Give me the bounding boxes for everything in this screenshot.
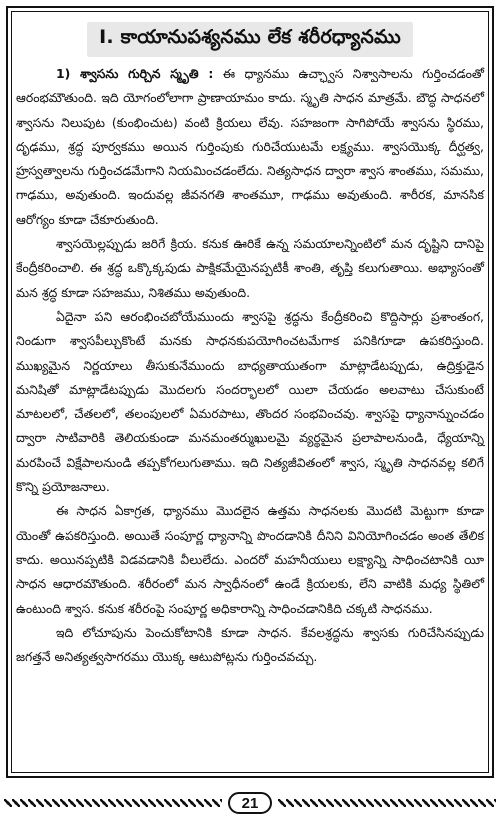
page-number: 21 (228, 792, 272, 814)
paragraph-text: ఏదైనా పని ఆరంభించబోయేముందు శ్వాసపై శ్రద్ధను కేంద్రీకరించి కొద్దిసార్లు ప్రశాంతంగ, నిండుగా శ్వాసపీల్చుకొంటే మనకు సాధనకుపయోగించటమేగాక పనికిగూడా ఉపకరిస్తుంది. ముఖ్యమైన నిర్ణయాలు తీసుకునేముందు బాధ్యతాయుతంగా మాట్లాడేటప్పుడు, ఉద్రిక్తుడైన మనిషితో మాట్లాడేటప్పుడు మొదలగు సందర్భాలలో యిలా చేయడం అలవాటు చేసుకుంటే మాటలలో, చేతలలో, తలంపులలో ఏమరపాటు, తొందర సంభవించవు. శ్వాసపై ధ్యానాన్నుంచడం ద్వారా సాటివారికి తెలియకుండా మనమంతర్ముఖులమై వ్యర్థమైన ప్రలాపాలనుండి, ధ్యేయాన్ని మరపించే విక్షేపాలనుండి తప్పకోగలుగుతాము. ఇది నిత్యజీవితంలో శ్వాస, స్మృతి సాధనవల్ల కలిగే కొన్ని ప్రయోజనాలు. (16, 308, 484, 495)
paragraph-4 (16, 499, 484, 620)
paragraph-3 (16, 305, 484, 499)
paragraph-5 (16, 621, 484, 670)
paragraph-1 (16, 62, 484, 232)
body-text (16, 62, 484, 669)
paragraph-text: ఇది లోచూపును పెంచుకోటానికి కూడా సాధన. కేవలశ్రద్ధను శ్వాసకు గురిచేసినప్పుడు జగత్తనే అనిత్యత్వసాగరము యొక్క ఆటుపోట్లను గుర్తించవచ్చు. (16, 624, 484, 665)
paragraph-text: శ్వాసయెల్లప్పుడు జరిగే క్రియ. కనుక ఊరికే ఉన్న సమయాలన్నింటిలో మన దృష్టిని దానిపై కేంద్రీకరించాలి. ఈ శ్రద్ధ ఒక్కొక్కపుడు పాక్షికమేయైనప్పటికీ శాంతి, తృప్తి కలుగుతాయి. అభ్యాసంతో మన శ్రద్ధ కూడా సహజము, నిశితము అవుతుంది. (16, 236, 484, 300)
paragraph-text: ఈ సాధన ఏకాగ్రత, ధ్యానము మొదలైన ఉత్తమ సాధనలకు మొదటి మెట్టుగా కూడా యెంతో ఉపకరిస్తుంది. అయితే సంపూర్ణ ధ్యానాన్ని పొందడానికి దీనిని వినియోగించడం అంత తేలిక కాదు. అయినప్పటికి విడవడానికి వీలులేదు. ఎందరో మహనీయులు లక్ష్యాన్ని సాధించటానికి యీ సాధన ఆధారమౌతుంది. శరీరంలో మన స్వాధీనంలో ఉండే క్రియలకు, లేని వాటికి మధ్య స్థితిలో ఉంటుంది శ్వాస. కనుక శరీరంపై సంపూర్ణ అధికారాన్ని సాధించడానికిది చక్కటి సాధనము. (16, 503, 484, 616)
chapter-title (0, 22, 500, 57)
paragraph-text: ఈ ధ్యానము ఉచ్ఛ్వాస నిశ్వాసాలను గుర్తించడంతో ఆరంభమౌతుంది. ఇది యోగంలోలాగా ప్రాణాయామం కాదు. స్మృతి సాధన మాత్రమే. బౌద్ధ సాధనలో శ్వాసను నిలుపుట (కుంభించుట) వంటి క్రియలు లేవు. సహజంగా సాగిపోయే శ్వాసను స్థిరము, దృఢము, శ్రద్ధ పూర్వకము అయిన గుర్తింపుకు గురిచేయుటమే లక్ష్యము. శ్వాసయొక్క దీర్ఘత్వ, హ్రస్వత్వాలను గుర్తించడమేగాని నియమించడంలేదు. నిత్యసాధన ద్వారా శ్వాస శాంతము, సమము, గాఢము, అవుతుంది. ఇందువల్ల జీవనగతి శాంతమూ, గాఢము అవుతుంది. శారీరక, మానసిక ఆరోగ్యం కూడా చేకూరుతుంది. (16, 66, 484, 227)
page-footer (0, 792, 500, 814)
paragraph-lead: 1) శ్వాసను గుర్చిన స్మృతి : (56, 66, 214, 81)
paragraph-2 (16, 232, 484, 305)
ornament-border-left (4, 799, 222, 807)
ornament-border-right (278, 799, 496, 807)
chapter-title-text: I. కాయానుపశ్యనము లేక శరీరధ్యానము (87, 22, 413, 57)
